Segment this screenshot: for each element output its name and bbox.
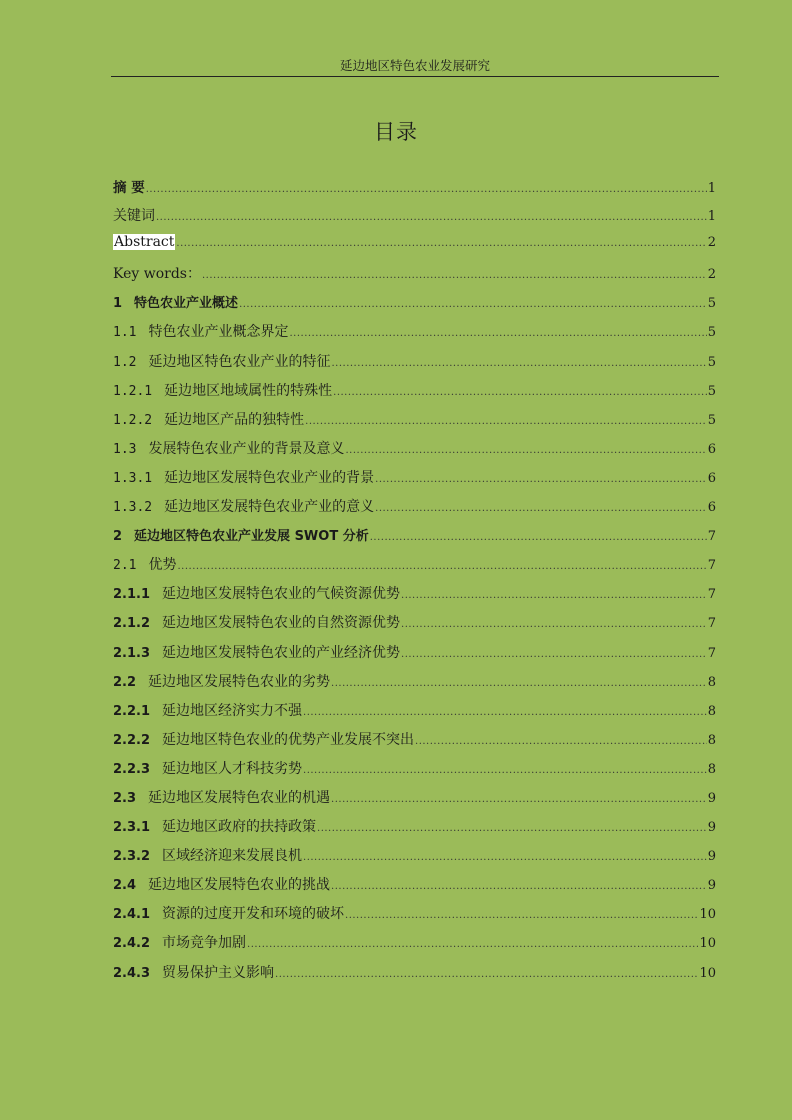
- toc-entry-title: 延边地区人才科技劣势: [162, 760, 303, 777]
- toc-entry-page: 5: [707, 383, 716, 399]
- toc-leader-dots: [303, 707, 707, 718]
- toc-entry-page: 7: [707, 645, 716, 661]
- toc-entry-page: 1: [707, 209, 716, 225]
- toc-entry-page: 10: [699, 936, 716, 952]
- toc-leader-dots: [146, 184, 707, 195]
- toc-entry-title: 延边地区发展特色农业的产业经济优势: [162, 644, 401, 661]
- toc-entry-2-1-2[interactable]: [113, 612, 716, 641]
- toc-entry-2-2-2[interactable]: [113, 729, 716, 758]
- toc-entry-page: 9: [707, 878, 716, 894]
- toc-entry-1-3-1[interactable]: [113, 467, 716, 496]
- toc-entry-title: 延边地区产品的独特性: [164, 411, 305, 428]
- toc-leader-dots: [247, 939, 698, 950]
- toc-entry-page: 5: [707, 296, 716, 312]
- toc-entry-page: 8: [707, 674, 716, 690]
- toc-entry-page: 8: [707, 703, 716, 719]
- toc-entry-page: 8: [707, 761, 716, 777]
- toc-entry-number: 2.4: [113, 878, 137, 894]
- toc-leader-dots: [345, 445, 706, 456]
- toc-leader-dots: [331, 794, 707, 805]
- toc-entry-2-2-3[interactable]: [113, 758, 716, 787]
- toc-entry-1-3[interactable]: [113, 438, 716, 467]
- toc-leader-dots: [303, 852, 707, 863]
- toc-entry-number: 2.4.2: [113, 936, 151, 952]
- toc-entry-page: 7: [707, 529, 716, 545]
- toc-leader-dots: [202, 270, 707, 281]
- toc-entry-title: 摘 要: [113, 180, 145, 196]
- toc-entry-number: 2.3.2: [113, 849, 151, 865]
- toc-entry-page: 6: [707, 470, 716, 486]
- toc-entry-number: 2.1.1: [113, 587, 151, 603]
- toc-entry-2-1[interactable]: [113, 554, 716, 583]
- toc-leader-dots: [317, 823, 707, 834]
- toc-leader-dots: [156, 212, 707, 223]
- toc-entry-number: 2: [113, 529, 123, 545]
- toc-entry-title: 延边地区经济实力不强: [162, 702, 303, 719]
- toc-entry-title: 区域经济迎来发展良机: [162, 848, 303, 865]
- toc-entry-2-3-2[interactable]: [113, 845, 716, 874]
- toc-entry-1-3-2[interactable]: [113, 496, 716, 525]
- toc-entry-number: 1.3: [113, 441, 137, 457]
- toc-entry-page: 7: [707, 616, 716, 632]
- toc-entry-number: 1.1: [113, 325, 137, 341]
- toc-entry-title: 延边地区发展特色农业产业的意义: [164, 499, 375, 516]
- toc-leader-dots: [239, 299, 707, 310]
- toc-entry-page: 1: [707, 181, 716, 196]
- toc-entry-number: 2.1: [113, 558, 137, 574]
- toc-entry-2-1-1[interactable]: [113, 583, 716, 612]
- toc-entry-title: 延边地区发展特色农业的气候资源优势: [162, 586, 401, 603]
- toc-entry-number: 1.3.2: [113, 500, 153, 516]
- toc-leader-dots: [177, 561, 706, 572]
- toc-heading: 目录: [374, 120, 418, 144]
- toc-entry-title: 延边地区特色农业的优势产业发展不突出: [162, 731, 415, 748]
- toc-entry-number: 1.2.1: [113, 383, 153, 399]
- toc-entry-title: Key words：: [113, 266, 201, 283]
- toc-entry-2-1-3[interactable]: [113, 642, 716, 671]
- toc-entry-2-3[interactable]: [113, 787, 716, 816]
- toc-entry-page: 9: [707, 790, 716, 806]
- toc-entry-title: 延边地区发展特色农业的挑战: [148, 877, 331, 894]
- toc-entry-page: 7: [707, 587, 716, 603]
- toc-entry-title: 延边地区地域属性的特殊性: [164, 382, 333, 399]
- toc-leader-dots: [331, 358, 706, 369]
- toc-entry-title: 延边地区发展特色农业产业的背景: [164, 469, 375, 486]
- toc-entry-page: 10: [699, 907, 716, 923]
- toc-leader-dots: [331, 881, 707, 892]
- toc-leader-dots: [333, 387, 707, 398]
- toc-entry-title: 优势: [148, 557, 177, 574]
- toc-leader-dots: [289, 328, 706, 339]
- toc-entry-title: 资源的过度开发和环境的破坏: [162, 906, 345, 923]
- toc-leader-dots: [303, 765, 707, 776]
- toc-entry-page: 5: [707, 354, 716, 370]
- toc-entry-number: 2.1.2: [113, 616, 151, 632]
- toc-entry-2-4-1[interactable]: [113, 903, 716, 932]
- toc-entry-title: 发展特色农业产业的背景及意义: [148, 440, 345, 457]
- toc-entry-page: 9: [707, 849, 716, 865]
- toc-entry-title: 市场竞争加剧: [162, 935, 247, 952]
- toc-entry-1[interactable]: [113, 292, 716, 321]
- toc-entry-title: 贸易保护主义影响: [162, 964, 275, 981]
- toc-entry-2-4[interactable]: [113, 874, 716, 903]
- toc-entry-title: 特色农业产业概念界定: [148, 324, 289, 341]
- toc-entry-title: 延边地区特色农业产业发展 SWOT 分析: [134, 529, 369, 545]
- toc-entry-number: 2.2: [113, 674, 137, 690]
- toc-entry-page: 6: [707, 500, 716, 516]
- toc-entry-2-2-1[interactable]: [113, 700, 716, 729]
- toc-entry-2-2[interactable]: [113, 671, 716, 700]
- toc-entry-number: 1.2.2: [113, 412, 153, 428]
- toc-leader-dots: [176, 238, 706, 249]
- toc-leader-dots: [345, 910, 698, 921]
- toc-entry-page: 6: [707, 441, 716, 457]
- toc-leader-dots: [415, 736, 707, 747]
- toc-entry-page: 2: [707, 235, 716, 251]
- toc-leader-dots: [401, 590, 707, 601]
- toc-entry-number: 2.4.3: [113, 965, 151, 981]
- toc-entry-number: 1.3.1: [113, 470, 153, 486]
- toc-entry-2-4-2[interactable]: [113, 932, 716, 961]
- toc-leader-dots: [275, 969, 698, 980]
- toc-entry-number: 2.2.3: [113, 761, 151, 777]
- toc-entry-page: 9: [707, 820, 716, 836]
- toc-entry-title: 特色农业产业概述: [134, 296, 239, 312]
- toc-entry-number: 1: [113, 296, 123, 312]
- toc-entry-title: 延边地区发展特色农业的劣势: [148, 673, 331, 690]
- toc-leader-dots: [331, 678, 707, 689]
- toc-entry-keywords-en[interactable]: [113, 263, 716, 292]
- table-of-contents: [113, 176, 716, 991]
- toc-entry-1-1[interactable]: [113, 321, 716, 350]
- toc-entry-1-2-2[interactable]: [113, 409, 716, 438]
- toc-entry-page: 10: [699, 965, 716, 981]
- toc-leader-dots: [305, 416, 707, 427]
- toc-entry-abstract-en[interactable]: [113, 234, 716, 263]
- toc-entry-1-2[interactable]: [113, 351, 716, 380]
- toc-entry-2-4-3[interactable]: [113, 962, 716, 991]
- running-header: 延边地区特色农业发展研究: [111, 56, 719, 77]
- toc-entry-number: 2.2.1: [113, 703, 151, 719]
- toc-entry-2-3-1[interactable]: [113, 816, 716, 845]
- toc-entry-page: 5: [707, 412, 716, 428]
- toc-entry-number: 2.3: [113, 790, 137, 806]
- toc-entry-page: 2: [707, 267, 716, 283]
- toc-entry-title: Abstract: [114, 234, 175, 251]
- toc-entry-number: 1.2: [113, 354, 137, 370]
- toc-entry-title: 延边地区政府的扶持政策: [162, 819, 317, 836]
- toc-entry-keywords-cn[interactable]: [113, 205, 716, 234]
- toc-leader-dots: [370, 532, 707, 543]
- toc-leader-dots: [401, 619, 707, 630]
- toc-entry-title: 延边地区特色农业产业的特征: [148, 353, 331, 370]
- toc-entry-abstract-cn[interactable]: [113, 176, 716, 205]
- toc-entry-2[interactable]: [113, 525, 716, 554]
- toc-leader-dots: [375, 474, 707, 485]
- toc-entry-number: 2.1.3: [113, 645, 151, 661]
- toc-entry-number: 2.3.1: [113, 820, 151, 836]
- toc-entry-title: 延边地区发展特色农业的机遇: [148, 789, 331, 806]
- toc-entry-page: 8: [707, 732, 716, 748]
- toc-leader-dots: [401, 649, 707, 660]
- toc-entry-number: 2.4.1: [113, 907, 151, 923]
- toc-entry-1-2-1[interactable]: [113, 380, 716, 409]
- toc-entry-page: 7: [707, 558, 716, 574]
- toc-entry-title: 关键词: [113, 208, 155, 225]
- toc-entry-title: 延边地区发展特色农业的自然资源优势: [162, 615, 401, 632]
- toc-entry-page: 5: [707, 325, 716, 341]
- toc-entry-number: 2.2.2: [113, 732, 151, 748]
- toc-leader-dots: [375, 503, 707, 514]
